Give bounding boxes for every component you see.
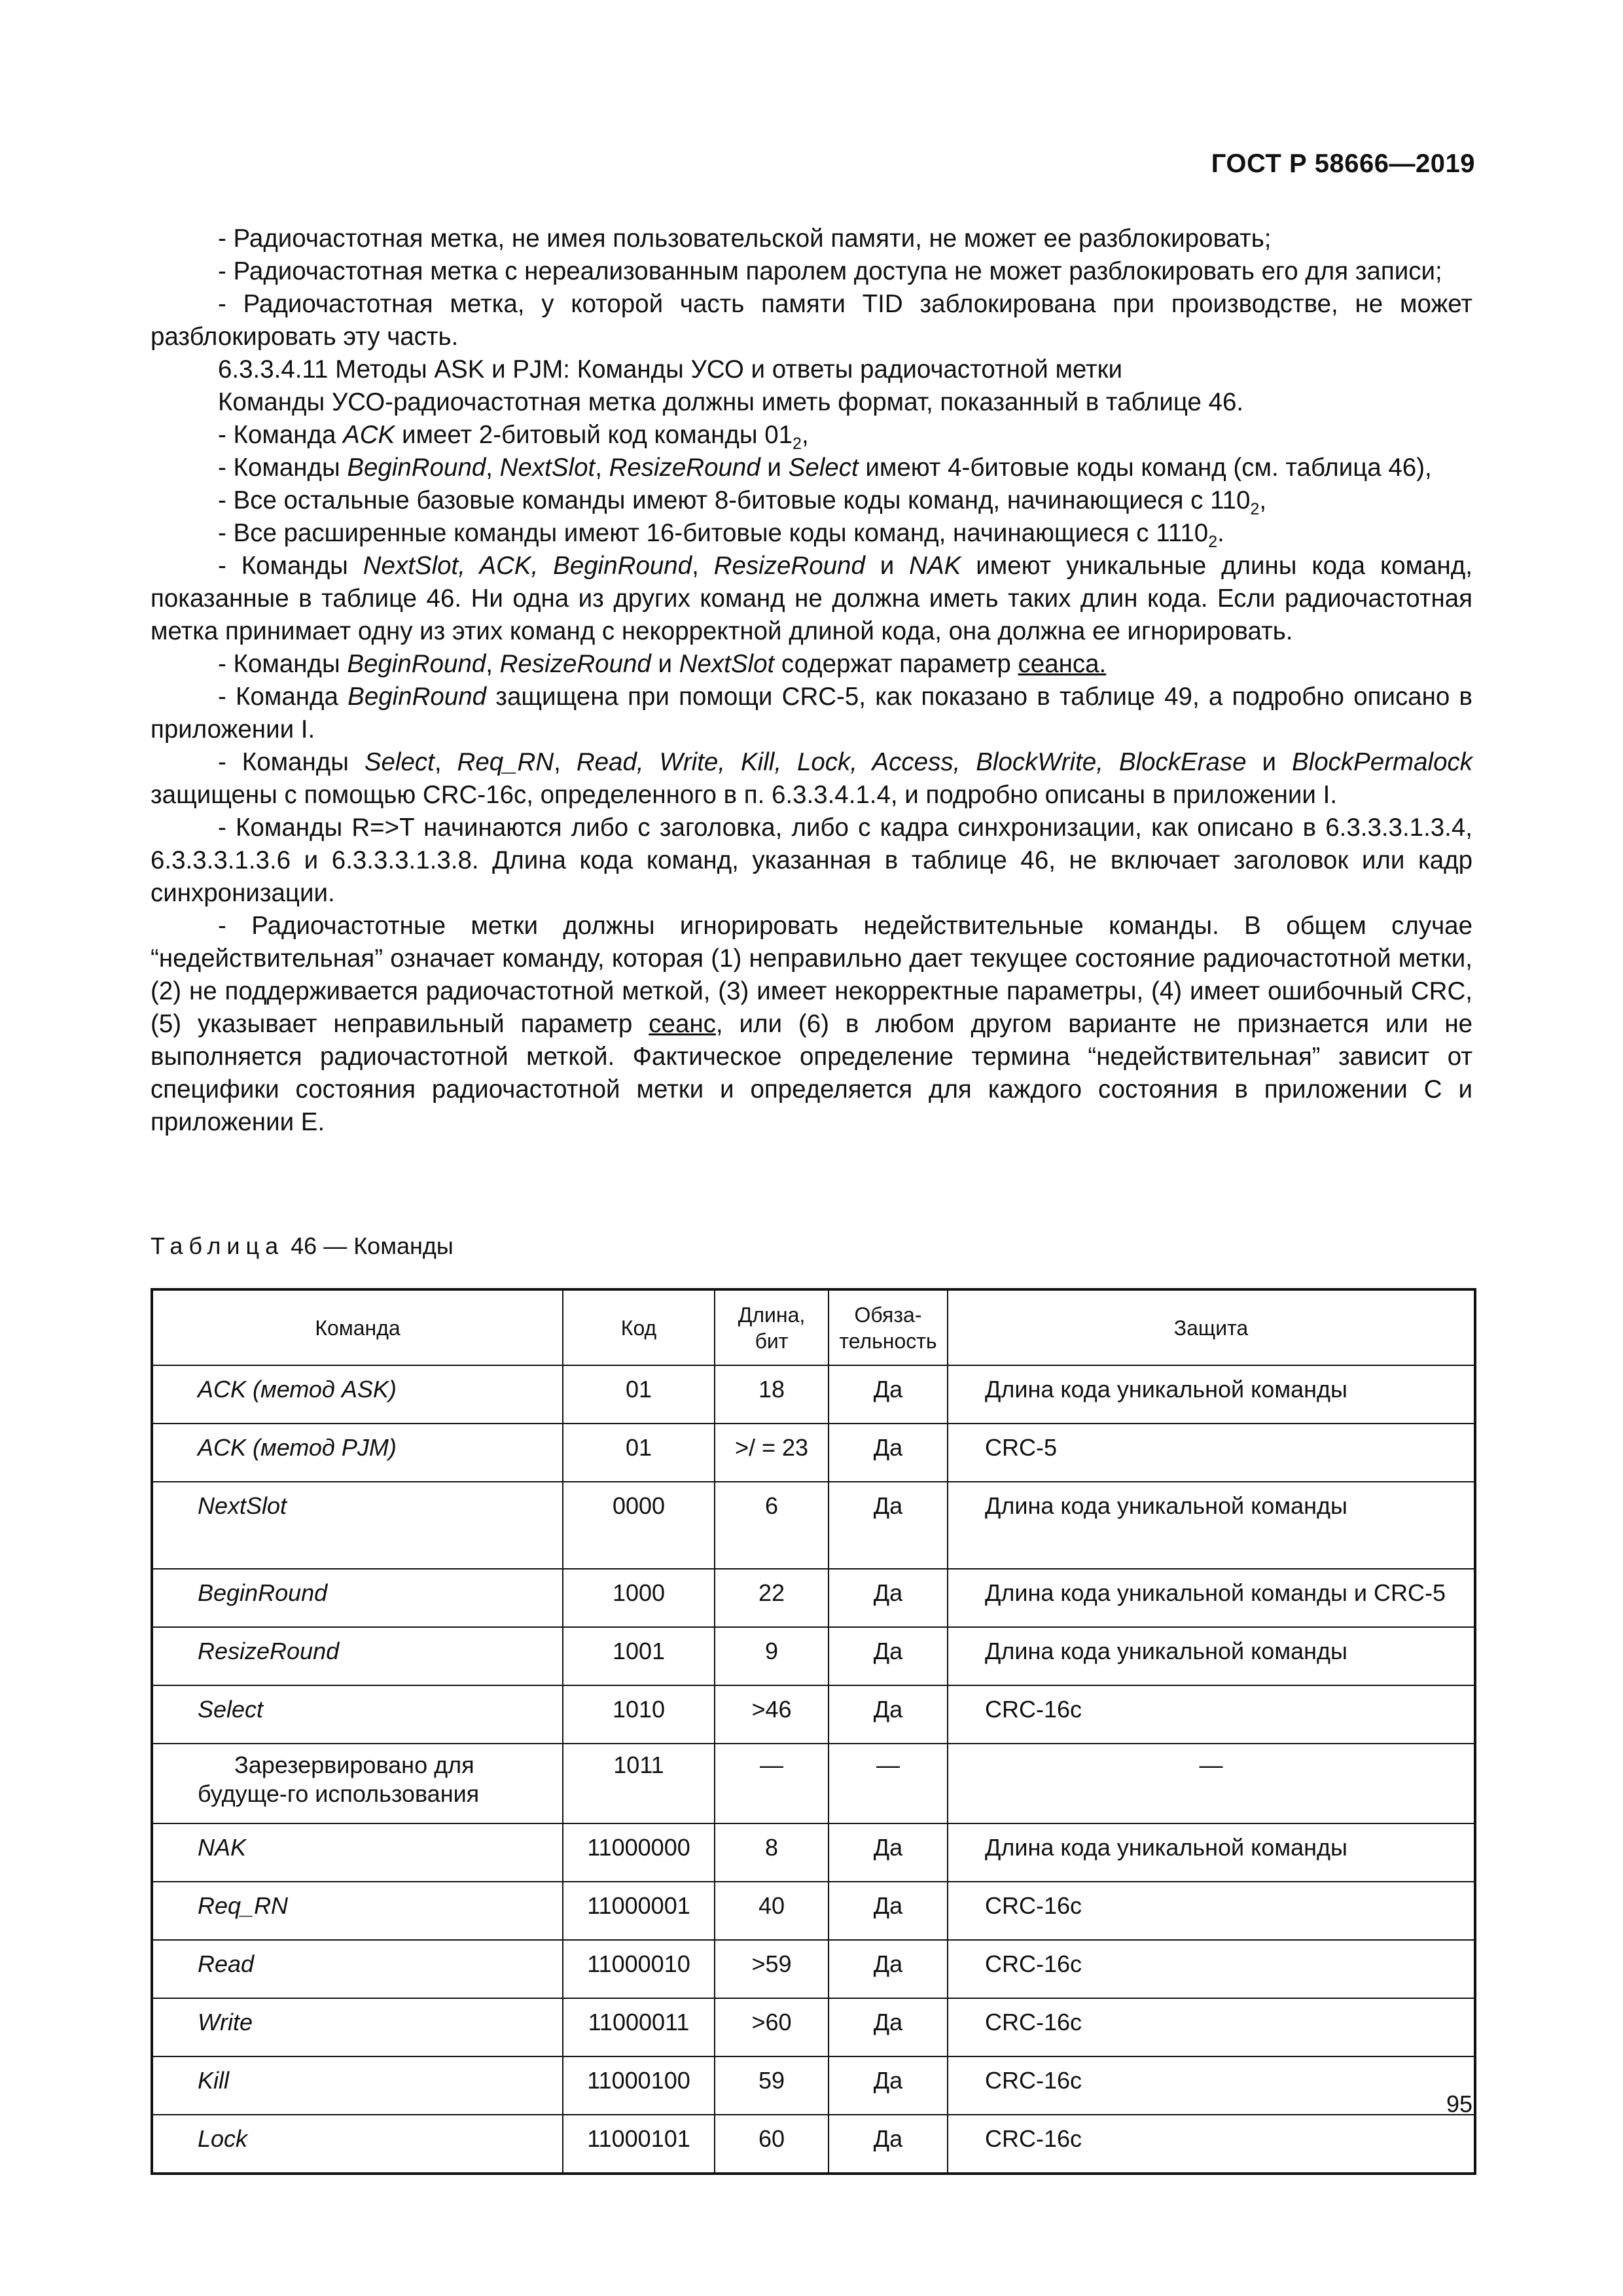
cell-length: >60 bbox=[715, 1998, 829, 2056]
cell-mandatory: Да bbox=[829, 1365, 948, 1424]
cell-mandatory: Да bbox=[829, 2056, 948, 2115]
cell-protection: CRC-16c bbox=[948, 2056, 1475, 2115]
cell-command: ResizeRound bbox=[152, 1627, 563, 1685]
commands-table bbox=[151, 1288, 1476, 2175]
cell-command: NextSlot bbox=[152, 1482, 563, 1569]
paragraph: - Радиочастотная метка, у которой часть памяти TID заблокирована при производстве, не может разблокировать эту часть. bbox=[151, 290, 1472, 351]
paragraph: - Команды Select, Req_RN, Read, Write, Kill, Lock, Access, BlockWrite, BlockErase и BlockPermalock защищены с помощью CRC-16c, определенного в п. 6.3.3.4.1.4, и подробно описаны в приложении I. bbox=[151, 748, 1472, 809]
cell-length: >46 bbox=[715, 1685, 829, 1744]
cell-command: BeginRound bbox=[152, 1569, 563, 1627]
table-row bbox=[152, 1940, 1475, 1998]
paragraph: - Все остальные базовые команды имеют 8-битовые коды команд, начинающиеся с $110_2$, bbox=[218, 486, 1267, 518]
table-row bbox=[152, 1823, 1475, 1882]
cell-mandatory: Да bbox=[829, 1627, 948, 1685]
cell-mandatory: Да bbox=[829, 1940, 948, 1998]
table-header-row bbox=[152, 1289, 1475, 1365]
table-row bbox=[152, 2115, 1475, 2174]
header-length: Длина, бит bbox=[715, 1289, 829, 1365]
cell-length: — bbox=[715, 1744, 829, 1823]
paragraph: - Радиочастотная метка с нереализованным паролем доступа не может разблокировать его для записи; bbox=[218, 257, 1442, 285]
table-row bbox=[152, 1482, 1475, 1569]
cell-length: 6 bbox=[715, 1482, 829, 1569]
cell-code: 11000101 bbox=[563, 2115, 715, 2174]
cell-protection: CRC-16c bbox=[948, 1685, 1475, 1744]
paragraph: Команды УСО-радиочастотная метка должны иметь формат, показанный в таблице 46. bbox=[218, 388, 1244, 416]
cell-code: 0000 bbox=[563, 1482, 715, 1569]
paragraph: - Команды BeginRound, NextSlot, ResizeRound и Select имеют 4-битовые коды команд (см. таблица 46), bbox=[218, 454, 1432, 482]
paragraph: - Команды R=>T начинаются либо с заголовка, либо с кадра синхронизации, как описано в 6.3.3.3.1.3.4, 6.3.3.3.1.3.6 и 6.3.3.3.1.3.8. Длина кода команд, указанная в таблице 46, не включает заголовок или кадр синхронизации. bbox=[151, 814, 1472, 907]
cell-code: 1001 bbox=[563, 1627, 715, 1685]
page-number: 95 bbox=[1446, 2090, 1472, 2117]
table-row bbox=[152, 1744, 1475, 1823]
cell-mandatory: Да bbox=[829, 1685, 948, 1744]
cell-mandatory: Да bbox=[829, 1424, 948, 1482]
cell-command: ACK (метод ASK) bbox=[152, 1365, 563, 1424]
section-heading: 6.3.3.4.11 Методы ASK и PJM: Команды УСО и ответы радиочастотной метки bbox=[218, 355, 1123, 384]
cell-command: Select bbox=[152, 1685, 563, 1744]
cell-protection: Длина кода уникальной команды bbox=[948, 1365, 1475, 1424]
table-row bbox=[152, 1569, 1475, 1627]
cell-mandatory: Да bbox=[829, 1882, 948, 1940]
cell-command: Write bbox=[152, 1998, 563, 2056]
cell-protection: CRC-16c bbox=[948, 1882, 1475, 1940]
paragraph: - Команда BeginRound защищена при помощи CRC-5, как показано в таблице 49, а подробно описано в приложении I. bbox=[151, 683, 1472, 744]
paragraph: - Радиочастотная метка, не имея пользовательской памяти, не может ее разблокировать; bbox=[218, 224, 1272, 253]
cell-protection: CRC-16c bbox=[948, 1940, 1475, 1998]
body-text bbox=[151, 223, 1472, 1139]
cell-mandatory: Да bbox=[829, 1823, 948, 1882]
cell-code: 11000100 bbox=[563, 2056, 715, 2115]
table-row bbox=[152, 1365, 1475, 1424]
cell-length: 40 bbox=[715, 1882, 829, 1940]
underlined-term: сеанса. bbox=[1018, 650, 1107, 678]
cell-code: 11000001 bbox=[563, 1882, 715, 1940]
paragraph: - Команды NextSlot, ACK, BeginRound, ResizeRound и NAK имеют уникальные длины кода команд, показанные в таблице 46. Ни одна из других команд не должна иметь таких длин кода. Если радиочастотная метка принимает одну из этих команд с некорректной длиной кода, она должна ее игнорировать. bbox=[151, 552, 1472, 645]
cell-protection: Длина кода уникальной команды bbox=[948, 1627, 1475, 1685]
paragraph: - Команды BeginRound, ResizeRound и NextSlot содержат параметр сеанса. bbox=[218, 650, 1107, 678]
cell-mandatory: — bbox=[829, 1744, 948, 1823]
cell-code: 11000011 bbox=[563, 1998, 715, 2056]
cell-protection: CRC-5 bbox=[948, 1424, 1475, 1482]
cell-length: >59 bbox=[715, 1940, 829, 1998]
cell-command: Req_RN bbox=[152, 1882, 563, 1940]
cell-length: 9 bbox=[715, 1627, 829, 1685]
cell-protection: Длина кода уникальной команды и CRC-5 bbox=[948, 1569, 1475, 1627]
cell-command: NAK bbox=[152, 1823, 563, 1882]
cell-length: 8 bbox=[715, 1823, 829, 1882]
table-row bbox=[152, 1685, 1475, 1744]
paragraph: - Радиочастотные метки должны игнорировать недействительные команды. В общем случае “недействительная” означает команду, которая (1) неправильно дает текущее состояние радиочастотной метки, (2) не поддерживается радиочастотной меткой, (3) имеет некорректные параметры, (4) имеет ошибочный CRC, (5) указывает неправильный параметр сеанс, или (6) в любом другом варианте не признается или не выполняется радиочастотной меткой. Фактическое определение термина “недействительная” зависит от специфики состояния радиочастотной метки и определяется для каждого состояния в приложении С и приложении Е. bbox=[151, 912, 1473, 1136]
header-command: Команда bbox=[152, 1289, 563, 1365]
cell-mandatory: Да bbox=[829, 1569, 948, 1627]
cell-code: 01 bbox=[563, 1365, 715, 1424]
table-row bbox=[152, 1882, 1475, 1940]
table-row bbox=[152, 1627, 1475, 1685]
document-id: ГОСТ Р 58666—2019 bbox=[1211, 149, 1475, 178]
table-row bbox=[152, 1998, 1475, 2056]
cell-code: 1000 bbox=[563, 1569, 715, 1627]
table-row bbox=[152, 1424, 1475, 1482]
cell-command: Зарезервировано для будуще-го использования bbox=[152, 1744, 563, 1823]
cell-command: Read bbox=[152, 1940, 563, 1998]
cell-length: 60 bbox=[715, 2115, 829, 2174]
cell-length: >/ = 23 bbox=[715, 1424, 829, 1482]
cell-protection: CRC-16c bbox=[948, 1998, 1475, 2056]
cell-code: 01 bbox=[563, 1424, 715, 1482]
header-code: Код bbox=[563, 1289, 715, 1365]
cell-length: 18 bbox=[715, 1365, 829, 1424]
cell-protection: CRC-16c bbox=[948, 2115, 1475, 2174]
header-mandatory: Обяза-тельность bbox=[829, 1289, 948, 1365]
cell-code: 11000000 bbox=[563, 1823, 715, 1882]
cell-code: 1011 bbox=[563, 1744, 715, 1823]
cell-command: Kill bbox=[152, 2056, 563, 2115]
cell-mandatory: Да bbox=[829, 2115, 948, 2174]
table-row bbox=[152, 2056, 1475, 2115]
cell-command: ACK (метод PJM) bbox=[152, 1424, 563, 1482]
table-caption: Таблица 46 — Команды bbox=[151, 1232, 454, 1259]
underlined-term: сеанс bbox=[649, 1010, 716, 1038]
cell-protection: Длина кода уникальной команды bbox=[948, 1482, 1475, 1569]
cell-protection: Длина кода уникальной команды bbox=[948, 1823, 1475, 1882]
cell-code: 1010 bbox=[563, 1685, 715, 1744]
cell-command: Lock bbox=[152, 2115, 563, 2174]
cell-length: 22 bbox=[715, 1569, 829, 1627]
paragraph: - Все расширенные команды имеют 16-битовые коды команд, начинающиеся с $1110_2$. bbox=[218, 519, 1224, 551]
cell-length: 59 bbox=[715, 2056, 829, 2115]
cell-mandatory: Да bbox=[829, 1998, 948, 2056]
cell-code: 11000010 bbox=[563, 1940, 715, 1998]
header-protection: Защита bbox=[948, 1289, 1475, 1365]
cell-protection: — bbox=[948, 1744, 1475, 1823]
cell-mandatory: Да bbox=[829, 1482, 948, 1569]
paragraph: - Команда ACK имеет 2-битовый код команды $01_2$, bbox=[218, 421, 809, 453]
